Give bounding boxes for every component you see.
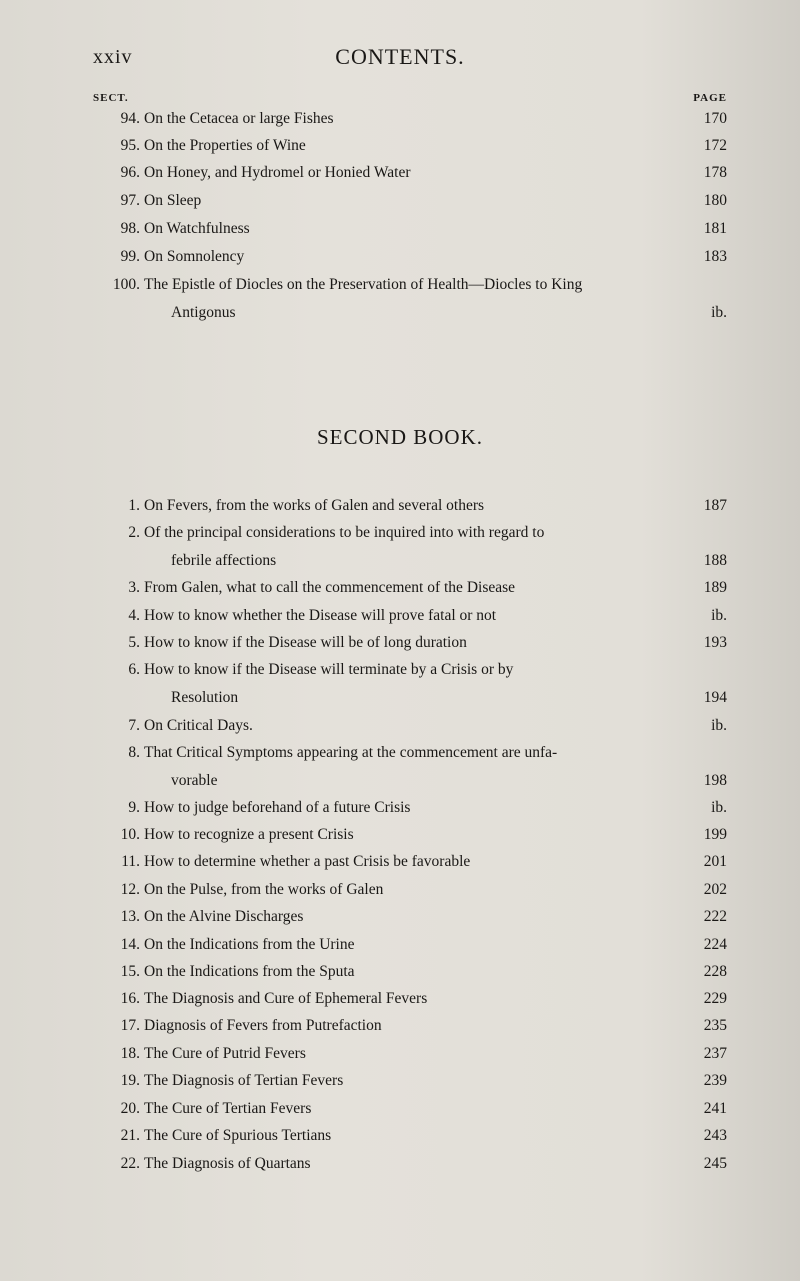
section-number: 20. <box>120 1100 140 1117</box>
entry-title: On Fevers, from the works of Galen and several others <box>144 497 485 514</box>
entry-title: On Critical Days. <box>144 717 253 734</box>
page-number: 241 <box>703 1100 727 1117</box>
entry-title: On Sleep <box>144 192 202 209</box>
entry-title: The Diagnosis of Tertian Fevers <box>144 1072 344 1089</box>
entry-title: On Honey, and Hydromel or Honied Water <box>144 164 411 181</box>
toc-entry <box>0 1155 800 1181</box>
section-number: 6. <box>128 661 140 678</box>
toc-entry <box>0 192 800 218</box>
section-number: 21. <box>120 1127 140 1144</box>
section-number: 9. <box>128 799 140 816</box>
section-number: 95. <box>120 137 140 154</box>
page-number: 188 <box>703 552 727 569</box>
book-heading: SECOND BOOK. <box>316 425 483 449</box>
section-number: 17. <box>120 1017 140 1034</box>
entry-title: The Cure of Putrid Fevers <box>144 1045 306 1062</box>
toc-entry <box>0 936 800 962</box>
page-number: ib. <box>711 304 727 321</box>
entry-title: How to determine whether a past Crisis be favorable <box>144 853 471 870</box>
section-number: 22. <box>120 1155 140 1172</box>
entry-title: The Cure of Tertian Fevers <box>144 1100 312 1117</box>
toc-entry <box>0 881 800 907</box>
entry-title: How to recognize a present Crisis <box>144 826 354 843</box>
section-number: 16. <box>120 990 140 1007</box>
entry-title: On Somnolency <box>144 248 245 265</box>
entry-title: How to know if the Disease will terminate by a Crisis or by <box>144 661 514 678</box>
section-number: 7. <box>128 717 140 734</box>
toc-entry <box>0 908 800 934</box>
section-column-heading: SECT. <box>93 92 129 104</box>
entry-title: On the Indications from the Urine <box>144 936 355 953</box>
section-number: 14. <box>120 936 140 953</box>
entry-title: The Diagnosis of Quartans <box>144 1155 311 1172</box>
entry-title: On the Alvine Discharges <box>144 908 304 925</box>
entry-title: Antigonus <box>171 304 236 321</box>
page-number: 194 <box>703 689 727 706</box>
section-number: 97. <box>120 192 140 209</box>
entry-title: That Critical Symptoms appearing at the commencement are unfa- <box>144 744 558 761</box>
page-number: 172 <box>703 137 727 154</box>
page-number: ib. <box>711 717 727 734</box>
toc-entry <box>0 799 800 825</box>
page-number: 222 <box>703 908 727 925</box>
entry-title: How to know if the Disease will be of long duration <box>144 634 467 651</box>
toc-entry <box>0 497 800 523</box>
section-number: 3. <box>128 579 140 596</box>
toc-entry <box>0 853 800 879</box>
entry-title: The Diagnosis and Cure of Ephemeral Fevers <box>144 990 428 1007</box>
section-number: 19. <box>120 1072 140 1089</box>
toc-entry <box>0 248 800 274</box>
section-number: 5. <box>128 634 140 651</box>
toc-entry <box>0 304 800 330</box>
page-column-heading: PAGE <box>693 92 727 104</box>
toc-entry <box>0 137 800 163</box>
toc-entry <box>0 1072 800 1098</box>
page-number: 193 <box>703 634 727 651</box>
page-number: 198 <box>703 772 727 789</box>
entry-title: vorable <box>171 772 218 789</box>
toc-entry <box>0 110 800 136</box>
section-number: 99. <box>120 248 140 265</box>
toc-entry <box>0 990 800 1016</box>
page-number: 189 <box>703 579 727 596</box>
running-title: CONTENTS. <box>335 44 465 69</box>
entry-title: How to know whether the Disease will prove fatal or not <box>144 607 497 624</box>
section-number: 12. <box>120 881 140 898</box>
toc-entry <box>0 164 800 190</box>
section-number: 8. <box>128 744 140 761</box>
section-number: 1. <box>128 497 140 514</box>
toc-entry <box>0 276 800 302</box>
section-number: 100. <box>112 276 140 293</box>
toc-entry <box>0 744 800 770</box>
entry-title: On the Properties of Wine <box>144 137 306 154</box>
page-number: 183 <box>703 248 727 265</box>
entry-title: The Epistle of Diocles on the Preservation of Health—Diocles to King <box>144 276 583 293</box>
entry-title: On the Indications from the Sputa <box>144 963 355 980</box>
section-number: 98. <box>120 220 140 237</box>
section-number: 2. <box>128 524 140 541</box>
page-number: 201 <box>703 853 727 870</box>
toc-entry <box>0 634 800 660</box>
toc-entry <box>0 1100 800 1126</box>
toc-entry <box>0 607 800 633</box>
page-number: 237 <box>703 1045 727 1062</box>
page-number: 178 <box>703 164 727 181</box>
toc-entry <box>0 717 800 743</box>
page-number: 187 <box>703 497 727 514</box>
entry-title: From Galen, what to call the commencement of the Disease <box>144 579 516 596</box>
toc-entry <box>0 524 800 550</box>
toc-entry <box>0 826 800 852</box>
toc-entry <box>0 963 800 989</box>
page-folio: xxiv <box>93 46 133 68</box>
page-number: 170 <box>703 110 727 127</box>
toc-entry <box>0 1045 800 1071</box>
page-number: 181 <box>703 220 727 237</box>
toc-entry <box>0 661 800 687</box>
entry-title: Resolution <box>171 689 239 706</box>
page-number: 199 <box>703 826 727 843</box>
entry-title: Of the principal considerations to be inquired into with regard to <box>144 524 545 541</box>
page-number: 202 <box>703 881 727 898</box>
entry-title: On the Pulse, from the works of Galen <box>144 881 384 898</box>
page-number: 224 <box>703 936 727 953</box>
page-number: ib. <box>711 799 727 816</box>
toc-entry <box>0 772 800 798</box>
page-number: 245 <box>703 1155 727 1172</box>
entry-title: The Cure of Spurious Tertians <box>144 1127 332 1144</box>
section-number: 18. <box>120 1045 140 1062</box>
page-number: 180 <box>703 192 727 209</box>
page-number: 239 <box>703 1072 727 1089</box>
page-header <box>0 40 800 80</box>
section-number: 10. <box>120 826 140 843</box>
section-number: 4. <box>128 607 140 624</box>
section-number: 96. <box>120 164 140 181</box>
entry-title: On Watchfulness <box>144 220 250 237</box>
section-number: 11. <box>121 853 140 870</box>
entry-title: Diagnosis of Fevers from Putrefaction <box>144 1017 382 1034</box>
page-number: 235 <box>703 1017 727 1034</box>
entry-title: How to judge beforehand of a future Crisis <box>144 799 411 816</box>
toc-entry <box>0 1127 800 1153</box>
toc-entry <box>0 689 800 715</box>
section-number: 15. <box>120 963 140 980</box>
toc-entry <box>0 579 800 605</box>
page-number: ib. <box>711 607 727 624</box>
toc-entry <box>0 220 800 246</box>
page-number: 229 <box>703 990 727 1007</box>
page-number: 243 <box>703 1127 727 1144</box>
entry-title: febrile affections <box>171 552 277 569</box>
entry-title: On the Cetacea or large Fishes <box>144 110 334 127</box>
toc-entry <box>0 552 800 578</box>
page-number: 228 <box>703 963 727 980</box>
section-number: 13. <box>120 908 140 925</box>
toc-entry <box>0 1017 800 1043</box>
section-number: 94. <box>120 110 140 127</box>
